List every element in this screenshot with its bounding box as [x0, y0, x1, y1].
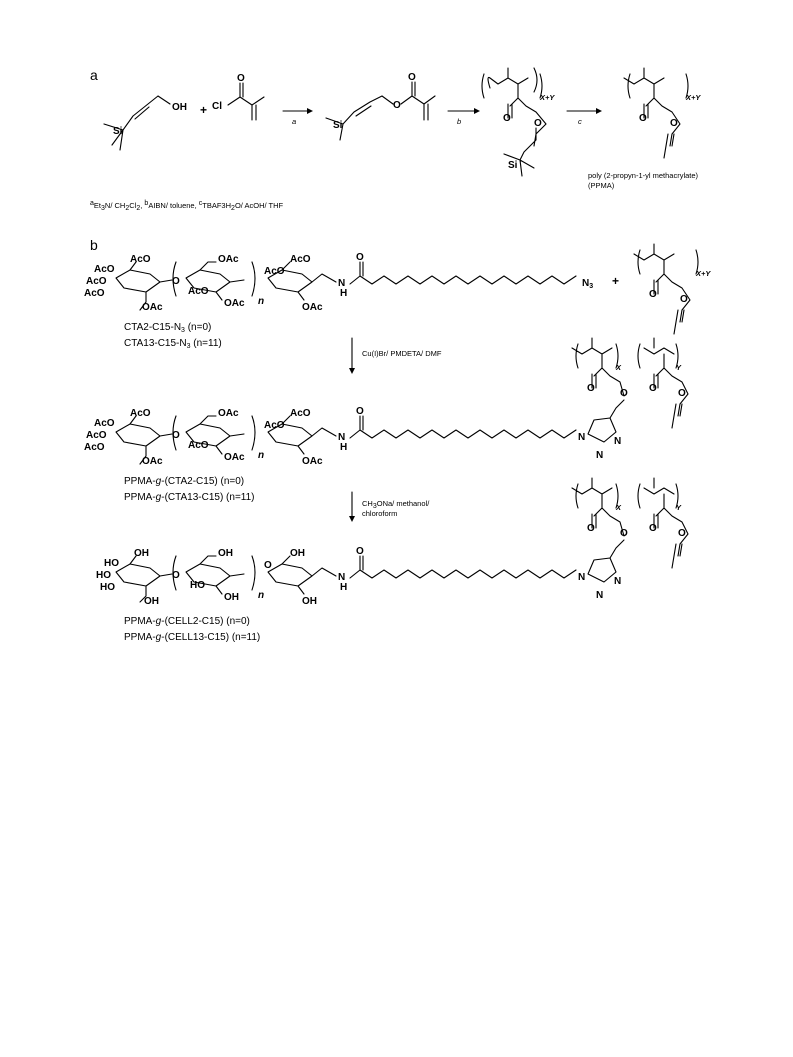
ppma-b-o-2: O	[680, 294, 688, 305]
panel-label-a: a	[90, 67, 98, 83]
oac-r2-4: OAc	[302, 456, 323, 467]
ppma-name-line2: (PPMA)	[588, 181, 615, 190]
panel-label-b: b	[90, 237, 98, 253]
nh-n-1: N	[338, 278, 346, 289]
tms-propargyl-alcohol	[104, 96, 187, 150]
n-sub-2: n	[258, 450, 265, 461]
ester-o-atom: O	[393, 100, 401, 111]
amide-o-1: O	[356, 252, 364, 263]
aco-r2-6: AcO	[264, 420, 285, 431]
aco-4: AcO	[130, 254, 151, 265]
ppma-o-1: O	[639, 113, 647, 124]
oac-r2-2: OAc	[218, 408, 239, 419]
part-a-footnote: aEt3N/ CH2Cl2, bAIBN/ toluene, cTBAF3H2O/ AcOH/ THF	[90, 200, 284, 212]
oh-2: OH	[144, 596, 159, 607]
tms-polymer	[482, 68, 555, 176]
aco-r2-1: AcO	[94, 418, 115, 429]
arrow-step-deacetylation	[349, 492, 430, 522]
graft-o-8: O	[678, 528, 686, 539]
triazole-n-4: N	[578, 572, 586, 583]
carbonyl-o-atom: O	[237, 73, 245, 84]
amide-o-2: O	[356, 406, 364, 417]
graft-o-1: O	[587, 383, 595, 394]
n-sub-1: n	[258, 296, 265, 307]
carbonyl-o-atom-2: O	[408, 72, 416, 83]
o-link-r2-1: O	[172, 430, 180, 441]
nh-h-2: H	[340, 442, 348, 453]
graft-o-3: O	[649, 383, 657, 394]
x-sub-1: X	[616, 363, 622, 372]
graft-o-2: O	[620, 388, 628, 399]
tms-propargyl-methacrylate	[326, 72, 435, 140]
ho-4: HO	[190, 580, 205, 591]
graft-o-5: O	[587, 523, 595, 534]
cl-atom: Cl	[212, 101, 222, 112]
triazole-n-6: N	[614, 576, 622, 587]
oac-4: OAc	[302, 302, 323, 313]
aco-3: AcO	[84, 288, 105, 299]
oac-2: OAc	[218, 254, 239, 265]
o-link-r3-2: O	[264, 560, 272, 571]
o-link-1: O	[172, 276, 180, 287]
y-sub-2: Y	[676, 503, 682, 512]
plus-sign-b: +	[612, 274, 620, 288]
ho-2: HO	[96, 570, 111, 581]
label-cta13-c15-n3: $CTA13-C15-N_3$ (n=11)	[124, 338, 222, 350]
step-b-label: b	[457, 117, 462, 126]
nh-n-2: N	[338, 432, 346, 443]
ppma-polymer	[624, 68, 701, 158]
aco-5: AcO	[188, 286, 209, 297]
oh-5: OH	[290, 548, 305, 559]
aco-6: AcO	[264, 266, 285, 277]
step-a-label: a	[292, 117, 297, 126]
ppma-o-2: O	[670, 118, 678, 129]
aco-r2-2: AcO	[86, 430, 107, 441]
aco-1: AcO	[94, 264, 115, 275]
oac-1: OAc	[142, 302, 163, 313]
xy-sub-2: X+Y	[686, 93, 701, 102]
aco-r2-5: AcO	[188, 440, 209, 451]
graft-o-6: O	[620, 528, 628, 539]
graft-o-4: O	[678, 388, 686, 399]
n-sub-3: n	[258, 590, 265, 601]
label-ppma-g-cell13: PPMA-g-(CELL13-C15) (n=11)	[124, 632, 261, 643]
aco-r2-4: AcO	[130, 408, 151, 419]
deacetylation-conditions-1: CH3ONa/ methanol/	[362, 499, 430, 510]
si-atom: Si	[113, 126, 123, 137]
graft-o-7: O	[649, 523, 657, 534]
ppma-polymer-b	[634, 244, 711, 334]
oh-6: OH	[302, 596, 317, 607]
cta-c15-azide	[84, 252, 593, 313]
triazole-n-5: N	[596, 590, 604, 601]
ppma-b-o-1: O	[649, 289, 657, 300]
deacetylation-conditions-2: chloroform	[362, 509, 398, 518]
arrow-step-a	[283, 108, 313, 126]
aco-2: AcO	[86, 276, 107, 287]
cuaac-conditions: Cu(I)Br/ PMDETA/ DMF	[362, 349, 442, 358]
poly-o-2: O	[534, 118, 542, 129]
nh-h-1: H	[340, 288, 348, 299]
xy-sub-3: X+Y	[696, 269, 711, 278]
methacryloyl-chloride	[212, 73, 264, 120]
si-atom-3: Si	[508, 160, 518, 171]
oac-3: OAc	[224, 298, 245, 309]
aco-7: AcO	[290, 254, 311, 265]
triazole-n-2: N	[596, 450, 604, 461]
oh-1: OH	[134, 548, 149, 559]
oh-4: OH	[224, 592, 239, 603]
nh-n-3: N	[338, 572, 346, 583]
ho-3: HO	[100, 582, 115, 593]
amide-o-3: O	[356, 546, 364, 557]
oac-r2-3: OAc	[224, 452, 245, 463]
xy-sub-1: X+Y	[540, 93, 555, 102]
azide-group: $N_3$	[582, 278, 594, 290]
oh-group: OH	[172, 102, 187, 113]
label-ppma-g-cta13: PPMA-g-(CTA13-C15) (n=11)	[124, 492, 255, 503]
aco-r2-3: AcO	[84, 442, 105, 453]
o-link-r3-1: O	[172, 570, 180, 581]
plus-sign-a: +	[200, 103, 208, 117]
ho-1: HO	[104, 558, 119, 569]
y-sub-1: Y	[676, 363, 682, 372]
arrow-step-c	[567, 108, 602, 126]
poly-o-1: O	[503, 113, 511, 124]
label-ppma-g-cta2: PPMA-g-(CTA2-C15) (n=0)	[124, 476, 245, 487]
triazole-n-3: N	[614, 436, 622, 447]
x-sub-2: X	[616, 503, 622, 512]
arrow-step-cuaac	[349, 338, 442, 374]
oh-3: OH	[218, 548, 233, 559]
ppma-name-line1: poly (2-propyn-1-yl methacrylate)	[588, 171, 699, 180]
oac-r2-1: OAc	[142, 456, 163, 467]
triazole-n-1: N	[578, 432, 586, 443]
label-cta2-c15-n3: $CTA2-C15-N_3$ (n=0)	[124, 322, 212, 334]
label-ppma-g-cell2: PPMA-g-(CELL2-C15) (n=0)	[124, 616, 250, 627]
si-atom-2: Si	[333, 120, 343, 131]
nh-h-3: H	[340, 582, 348, 593]
step-c-label: c	[578, 117, 582, 126]
arrow-step-b	[448, 108, 480, 126]
aco-r2-7: AcO	[290, 408, 311, 419]
